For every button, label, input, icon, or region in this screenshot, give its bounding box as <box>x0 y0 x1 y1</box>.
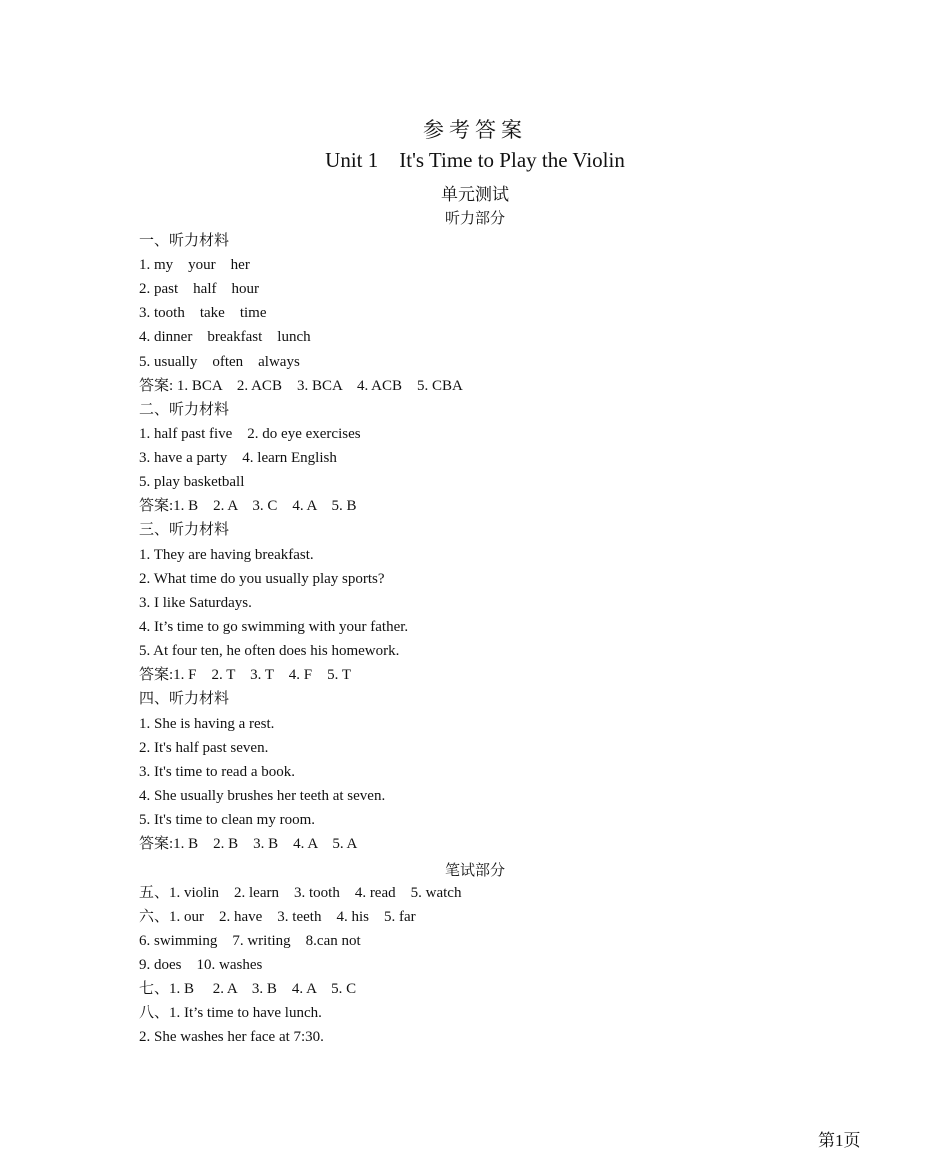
part-4-heading: 四、听力材料 <box>139 691 230 707</box>
answer-line: 9. does 10. washes <box>139 957 263 973</box>
listening-section-heading: 听力部分 <box>444 211 505 227</box>
answer-line: 1. They are having breakfast. <box>139 547 314 563</box>
unit-title: Unit 1 It's Time to Play the Violin <box>325 148 625 172</box>
answer-line: 3. tooth take time <box>139 305 267 321</box>
part-2-heading: 二、听力材料 <box>139 402 230 418</box>
answer-line: 5. play basketball <box>139 474 245 490</box>
answer-line: 答案:1. B 2. A 3. C 4. A 5. B <box>139 498 357 514</box>
answer-line: 2. She washes her face at 7:30. <box>139 1029 324 1045</box>
answer-line: 1. my your her <box>139 257 250 273</box>
answer-line: 六、1. our 2. have 3. teeth 4. his 5. far <box>139 909 416 925</box>
answer-line: 2. It's half past seven. <box>139 740 269 756</box>
page-title: 参考答案 <box>423 118 527 142</box>
answer-line: 答案:1. F 2. T 3. T 4. F 5. T <box>139 667 351 683</box>
answer-line: 2. What time do you usually play sports? <box>139 571 385 587</box>
answer-line: 答案: 1. BCA 2. ACB 3. BCA 4. ACB 5. CBA <box>139 378 463 394</box>
answer-line: 4. It’s time to go swimming with your father. <box>139 619 409 635</box>
answer-line: 答案:1. B 2. B 3. B 4. A 5. A <box>139 836 358 852</box>
writing-section-heading: 笔试部分 <box>444 863 505 879</box>
part-1-heading: 一、听力材料 <box>139 233 230 249</box>
answer-line: 七、1. B 2. A 3. B 4. A 5. C <box>139 981 357 997</box>
answer-line: 3. I like Saturdays. <box>139 595 252 611</box>
unit-test-heading: 单元测试 <box>441 185 509 204</box>
answer-line: 5. usually often always <box>139 354 300 370</box>
page-number: 第1页 <box>818 1131 861 1150</box>
answer-line: 五、1. violin 2. learn 3. tooth 4. read 5. watch <box>139 885 462 901</box>
answer-line: 5. At four ten, he often does his homework. <box>139 643 400 659</box>
answer-line: 3. have a party 4. learn English <box>139 450 337 466</box>
answer-line: 4. dinner breakfast lunch <box>139 329 311 345</box>
answer-line: 1. She is having a rest. <box>139 716 275 732</box>
answer-line: 4. She usually brushes her teeth at seven. <box>139 788 386 804</box>
part-3-heading: 三、听力材料 <box>139 522 230 538</box>
answer-line: 6. swimming 7. writing 8.can not <box>139 933 361 949</box>
answer-line: 5. It's time to clean my room. <box>139 812 316 828</box>
answer-line: 八、1. It’s time to have lunch. <box>139 1005 322 1021</box>
answer-line: 1. half past five 2. do eye exercises <box>139 426 361 442</box>
answer-line: 3. It's time to read a book. <box>139 764 295 780</box>
answer-line: 2. past half hour <box>139 281 259 297</box>
